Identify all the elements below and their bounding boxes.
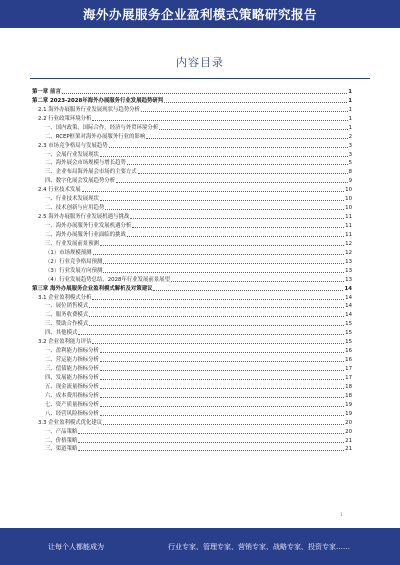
toc-entry-title: 第三章 海外办展服务企业盈利模式解析及对策建议 <box>32 285 153 292</box>
toc-entry-page: 20 <box>345 419 352 426</box>
toc-entry-page: 11 <box>345 214 352 221</box>
toc-entry[interactable] <box>32 345 352 354</box>
toc-entry-page: 17 <box>345 374 352 381</box>
toc-entry-title: 二、营运能力指标分析 <box>45 357 99 364</box>
toc-entry[interactable] <box>32 274 352 283</box>
toc-entry-page: 10 <box>345 196 352 203</box>
toc-entry[interactable] <box>32 444 352 453</box>
toc-entry-page: 16 <box>345 357 352 364</box>
toc-heading: 内容目录 <box>176 56 224 69</box>
dot-leader <box>127 164 348 165</box>
toc-entry-title: 3.1 企业盈利模式分析 <box>38 294 92 301</box>
toc-entry-title: 一、海外办展服务行业发展机遇分析 <box>45 223 132 229</box>
toc-entry[interactable] <box>32 202 352 211</box>
toc-entry[interactable] <box>32 327 352 336</box>
toc-entry-page: 8 <box>348 169 352 176</box>
toc-entry-page: 12 <box>345 240 352 247</box>
toc-entry-page: 18 <box>345 383 352 390</box>
toc-entry-title: （4）行业发展趋势总结，2028年行业发展前景展望 <box>45 276 170 283</box>
dot-leader <box>78 334 344 335</box>
toc-entry-page: 9 <box>348 178 352 185</box>
toc-entry-title: 三、渠道策略 <box>45 446 78 453</box>
toc-entry-title: 一、国内政策，国际合作，经济与外贸环境分析 <box>45 124 159 131</box>
toc-entry[interactable] <box>32 140 352 149</box>
toc-entry-title: 一、盈利能力指标分析 <box>45 348 99 355</box>
toc-entry[interactable] <box>32 220 352 229</box>
dot-leader <box>82 191 345 192</box>
toc-entry[interactable] <box>32 381 352 390</box>
dot-leader <box>100 361 344 362</box>
dot-leader <box>146 138 347 139</box>
page-number: 1 <box>340 513 343 518</box>
toc-entry-page: 20 <box>345 428 352 435</box>
toc-entry[interactable] <box>32 211 352 220</box>
dot-leader <box>92 343 344 344</box>
toc-entry-title: 六、成本费用指标分析 <box>45 392 99 399</box>
toc-entry-title: 一、会展行业发展现状 <box>45 151 99 158</box>
toc-entry[interactable] <box>32 408 352 417</box>
report-header <box>0 0 400 28</box>
dot-leader <box>100 379 344 380</box>
toc-entry-title: 2.3 市场竞争格局与发展趋势 <box>38 142 108 149</box>
toc-entry-title: 五、现金流量指标分析 <box>45 383 99 390</box>
dot-leader <box>109 147 348 148</box>
dot-leader <box>105 209 344 210</box>
toc-entry-page: 11 <box>345 223 352 229</box>
dot-leader <box>100 397 344 398</box>
heading-rule <box>30 78 370 79</box>
toc-entry[interactable] <box>32 372 352 381</box>
toc-entry-page: 11 <box>345 231 352 238</box>
toc-entry-title: 二、海外展会市场规模与增长趋势 <box>45 160 126 167</box>
dot-leader <box>138 173 348 174</box>
toc-entry-title: 三、赞助合作模式 <box>45 321 89 328</box>
toc-entry-title: （3）行业发展方向预测 <box>45 267 103 274</box>
toc-entry-page: 13 <box>345 276 352 283</box>
toc-entry-page: 15 <box>345 330 352 337</box>
toc-entry[interactable] <box>32 238 352 247</box>
report-title: 海外办展服务企业盈利模式策略研究报告 <box>82 7 317 22</box>
toc-entry-page: 10 <box>345 187 352 194</box>
toc-entry[interactable] <box>32 435 352 444</box>
toc-entry-title: 二、技术创新与应用趋势 <box>45 205 105 212</box>
dot-leader <box>164 102 347 103</box>
table-of-contents <box>32 86 352 452</box>
toc-entry[interactable] <box>32 247 352 256</box>
dot-leader <box>171 281 344 282</box>
dot-leader <box>92 120 347 121</box>
toc-entry-page: 15 <box>345 339 352 346</box>
dot-leader <box>100 245 344 246</box>
toc-entry-page: 13 <box>345 258 352 265</box>
toc-entry-title: 七、资产质量指标分析 <box>45 401 99 408</box>
toc-entry-page: 1 <box>348 97 352 104</box>
toc-entry[interactable] <box>32 158 352 167</box>
toc-entry-title: （2）行业竞争格局预测 <box>45 258 103 265</box>
dot-leader <box>130 218 344 219</box>
toc-entry-title: 一、产品策略 <box>45 428 78 435</box>
toc-entry[interactable] <box>32 265 352 274</box>
toc-entry-title: 三、偿债能力指标分析 <box>45 366 99 372</box>
toc-entry-page: 19 <box>345 410 352 417</box>
toc-entry[interactable] <box>32 292 352 301</box>
report-footer <box>0 528 400 565</box>
dot-leader <box>103 272 344 273</box>
dot-leader <box>100 388 344 389</box>
toc-entry-title: 四、其他模式 <box>45 330 78 337</box>
toc-entry-page: 3 <box>348 142 352 149</box>
dot-leader <box>100 406 344 407</box>
toc-entry-title: 四、发展能力指标分析 <box>45 374 99 381</box>
toc-entry[interactable] <box>32 131 352 140</box>
dot-leader <box>103 424 344 425</box>
dot-leader <box>92 299 344 300</box>
toc-entry-title: （1）市场规模预测 <box>45 249 92 256</box>
toc-entry-title: 二、价格策略 <box>45 437 78 444</box>
dot-leader <box>100 370 344 371</box>
toc-entry-title: 2.1 海外办展服务行业发展现状与趋势分析 <box>38 106 140 113</box>
toc-entry-title: 一、展位销售模式 <box>45 303 89 310</box>
toc-entry[interactable] <box>32 336 352 345</box>
toc-entry-title: 三、企业布局海外展会市场的主要方式 <box>45 169 137 176</box>
toc-entry[interactable] <box>32 318 352 327</box>
toc-entry[interactable] <box>32 390 352 399</box>
dot-leader <box>89 316 344 317</box>
toc-entry-page: 1 <box>348 124 352 131</box>
dot-leader <box>78 450 344 451</box>
toc-entry[interactable] <box>32 309 352 318</box>
toc-entry-page: 13 <box>345 267 352 274</box>
toc-entry-page: 14 <box>345 312 352 319</box>
toc-entry[interactable] <box>32 95 352 104</box>
toc-entry-page: 1 <box>348 115 352 122</box>
toc-entry[interactable] <box>32 193 352 202</box>
toc-entry[interactable] <box>32 175 352 184</box>
toc-entry-page: 12 <box>345 249 352 256</box>
dot-leader <box>93 254 345 255</box>
toc-entry[interactable] <box>32 301 352 310</box>
toc-entry[interactable] <box>32 149 352 158</box>
toc-entry-title: 3.2 企业盈利能力评估 <box>38 339 92 346</box>
footer-tagline: 行业专家、管理专家、营销专家、战略专家、投资专家…… <box>168 542 350 551</box>
toc-entry-title: 第二章 2023-2028年海外办展服务行业发展趋势研判 <box>32 97 164 104</box>
toc-entry[interactable] <box>32 184 352 193</box>
dot-leader <box>78 433 344 434</box>
toc-entry[interactable] <box>32 229 352 238</box>
toc-entry-page: 1 <box>348 88 352 95</box>
dot-leader <box>78 442 344 443</box>
dot-leader <box>132 227 344 228</box>
dot-leader <box>127 236 344 237</box>
toc-entry[interactable] <box>32 256 352 265</box>
toc-entry[interactable] <box>32 122 352 131</box>
dot-leader <box>100 352 344 353</box>
toc-entry-page: 18 <box>345 392 352 399</box>
dot-leader <box>100 156 348 157</box>
toc-entry-page: 21 <box>345 437 352 444</box>
toc-entry-title: 2.4 行业技术发展 <box>38 187 81 194</box>
toc-entry[interactable] <box>32 426 352 435</box>
toc-entry[interactable] <box>32 104 352 113</box>
footer-slogan: 让每个人都能成为 <box>48 542 104 551</box>
toc-entry-title: 2.5 海外办展服务行业发展机遇与挑战 <box>38 214 130 221</box>
toc-entry-title: 四、数字化展会发展趋势分析 <box>45 178 116 185</box>
toc-entry[interactable] <box>32 417 352 426</box>
toc-entry-title: 三、行业发展前景预测 <box>45 240 99 247</box>
toc-entry-title: 二、服务收费模式 <box>45 312 89 319</box>
toc-entry-title: 八、经营风险指标分析 <box>45 410 99 417</box>
toc-entry[interactable] <box>32 363 352 372</box>
toc-entry[interactable] <box>32 283 352 292</box>
dot-leader <box>159 129 347 130</box>
dot-leader <box>153 290 343 291</box>
toc-entry-page: 19 <box>345 401 352 408</box>
toc-entry-title: 二、海外办展服务行业面临的挑战 <box>45 231 126 238</box>
dot-leader <box>141 111 348 112</box>
toc-entry-page: 16 <box>345 348 352 355</box>
toc-entry[interactable] <box>32 166 352 175</box>
toc-entry-page: 5 <box>348 160 352 167</box>
toc-entry-title: 2.2 行业政策环境分析 <box>38 115 92 122</box>
toc-entry[interactable] <box>32 113 352 122</box>
toc-entry[interactable] <box>32 399 352 408</box>
toc-entry-page: 17 <box>345 366 352 372</box>
dot-leader <box>116 182 347 183</box>
toc-entry[interactable] <box>32 86 352 95</box>
dot-leader <box>89 307 344 308</box>
toc-entry-page: 15 <box>345 321 352 328</box>
toc-entry-page: 3 <box>348 151 352 158</box>
toc-entry-page: 14 <box>344 285 352 292</box>
dot-leader <box>100 415 344 416</box>
toc-entry-title: 第一章 前言 <box>32 88 61 95</box>
toc-entry-page: 2 <box>348 133 352 140</box>
toc-entry-title: 3.3 企业盈利模式优化建议 <box>38 419 103 426</box>
toc-entry-page: 1 <box>348 106 352 113</box>
dot-leader <box>89 325 344 326</box>
toc-entry[interactable] <box>32 354 352 363</box>
dot-leader <box>100 200 344 201</box>
toc-entry-title: 一、行业技术发展现状 <box>45 196 99 203</box>
toc-entry-page: 21 <box>345 446 352 453</box>
toc-entry-page: 10 <box>345 205 352 212</box>
dot-leader <box>62 93 347 94</box>
toc-entry-page: 14 <box>345 303 352 310</box>
toc-entry-page: 14 <box>345 294 352 301</box>
toc-entry-title: 二、RCEP框架对海外办展服务行业的影响 <box>45 133 146 140</box>
dot-leader <box>103 263 344 264</box>
